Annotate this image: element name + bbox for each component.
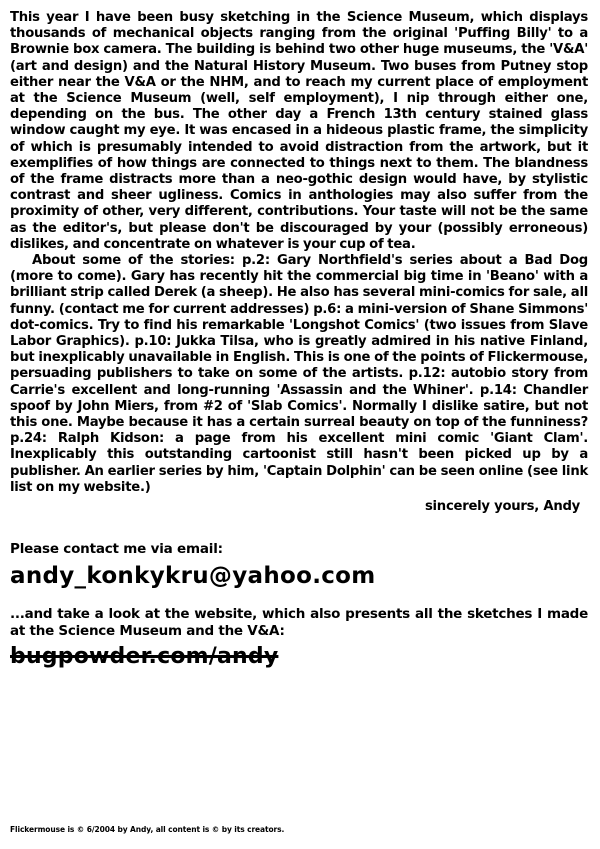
contact-intro: Please contact me via email: — [10, 541, 223, 558]
letter-signoff: sincerely yours, Andy — [424, 499, 580, 515]
email-address: andy_konkykru@yahoo.com — [10, 563, 376, 590]
letter-page — [10, 10, 588, 670]
website-url: bugpowder.com/andy — [10, 644, 279, 670]
website-intro: ...and take a look at the website, which also presents all the sketches I made at the Science Museum and the V&A: — [10, 606, 588, 640]
letter-paragraph-2: About some of the stories: p.2: Gary Northfield's series about a Bad Dog (more to come). Gary has recently hit the commercial big time in 'Beano' with a brilliant strip called Derek (a sheep). He also has several mini-comics for sale, all funny. (contact me for current addresses) p.6: a mini-version of Shane Simmons' dot-comics. Try to find his remarkable 'Longshot Comics' (two issues from Slave Labor Graphics). p.10: Jukka Tilsa, who is greatly admired in his native Finland, but inexplicably unavailable in English. This is one of the points of Flickermouse, persuading publishers to take on some of the artists. p.12: autobio story from Carrie's excellent and long-running 'Assassin and the Whiner'. p.14: Chandler spoof by John Miers, from #2 of 'Slab Comics'. Normally I dislike satire, but not this one. Maybe because it has a certain surreal beauty on top of the funniness? p.24: Ralph Kidson: a page from his excellent mini comic 'Giant Clam'. Inexplicably this outstanding cartoonist still hasn't been picked up by a publisher. An earlier series by him, 'Captain Dolphin' can be seen online (see link list on my website.) — [10, 253, 588, 495]
letter-paragraph-1: This year I have been busy sketching in the Science Museum, which displays thousands of mechanical objects ranging from the original 'Puffing Billy' to a Brownie box camera. The building is behind two other huge museums, the 'V&A' (art and design) and the Natural History Museum. Two buses from Putney stop either near the V&A or the NHM, and to reach my current place of employment at the Science Museum (well, self employment), I nip through either one, depending on the bus. The other day a French 13th century stained glass window caught my eye. It was encased in a hideous plastic frame, the simplicity of which is presumably intended to avoid distraction from the artwork, but it exemplifies of how things are connected to things next to them. The blandness of the frame distracts more than a neo-gothic design would have, by stylistic contrast and sheer ugliness. Comics in anthologies may also suffer from the proximity of other, very different, contributions. Your taste will not be the same as the editor's, but please don't be discouraged by your (possibly erroneous) dislikes, and concentrate on whatever is your cup of tea. — [10, 10, 588, 252]
copyright-footer: Flickermouse is © 6/2004 by Andy, all content is © by its creators. — [10, 825, 285, 834]
